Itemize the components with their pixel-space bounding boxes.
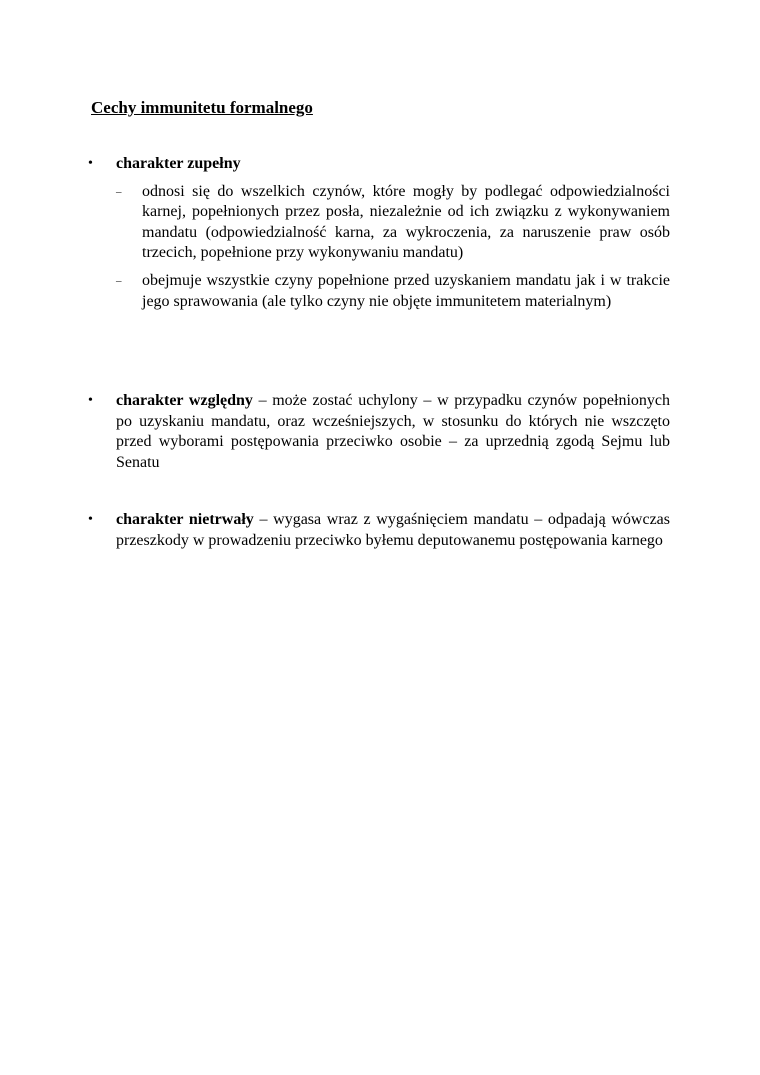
dash-icon: – <box>116 185 122 198</box>
section-body: – wygasa wraz z wygaśnięciem mandatu – odpadają wówczas przeszkody w prowadzeniu przeciwko byłemu deputowanemu postępowania karnego <box>116 511 670 549</box>
section-heading: charakter względny <box>116 392 253 409</box>
section-charakter-nietrwaly <box>88 510 670 551</box>
section-charakter-zupelny <box>88 154 670 312</box>
section-paragraph <box>116 391 670 473</box>
sub-item-text: odnosi się do wszelkich czynów, które mogły by podlegać odpowiedzialności karnej, popełnionych przez posła, niezależnie od ich związku z wykonywaniem mandatu (odpowiedzialność karna, za wykroczenia, za naruszenie praw osób trzecich, popełnione przy wykonywaniu mandatu) <box>142 182 670 262</box>
bullet-icon: • <box>88 512 93 527</box>
sub-item-text: obejmuje wszystkie czyny popełnione przed uzyskaniem mandatu jak i w trakcie jego sprawowania (ale tylko czyny nie objęte immunitetem materialnym) <box>142 271 670 310</box>
section-paragraph <box>116 510 670 551</box>
bullet-icon: • <box>88 156 93 171</box>
bullet-icon: • <box>88 393 93 408</box>
section-charakter-wzgledny <box>88 391 670 473</box>
sub-list-item <box>116 271 670 312</box>
sub-list-item <box>116 182 670 264</box>
section-body: – może zostać uchylony – w przypadku czynów popełnionych po uzyskaniu mandatu, oraz wcześniejszych, w stosunku do których nie wszczęto przed wyborami postępowania przeciwko osobie – za uprzednią zgodą Sejmu lub Senatu <box>116 392 670 471</box>
section-heading: charakter nietrwały <box>116 511 254 528</box>
document-title: Cechy immunitetu formalnego <box>91 98 313 117</box>
section-heading: charakter zupełny <box>116 155 241 172</box>
dash-icon: – <box>116 274 122 287</box>
